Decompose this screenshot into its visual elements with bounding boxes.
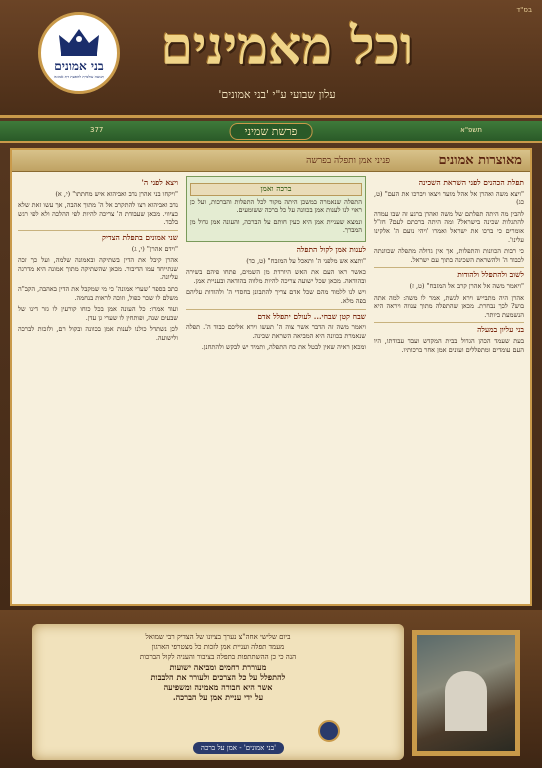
column-right xyxy=(374,176,524,604)
crown-icon xyxy=(57,27,101,57)
article-paragraph: בעת שעמד הכהן הגדול בבית המקדש ועבד עבודתו, היו העם עומדים ומתפללים ועונים אמן אחר ברכותיו. xyxy=(374,336,524,354)
scroll-line: ביום שלישי אחה"צ נערך בציונו של הצדיק רבי שמואל xyxy=(145,633,291,641)
highlight-box xyxy=(186,176,366,242)
divider xyxy=(374,267,524,268)
column-left xyxy=(18,176,178,604)
photo-frame xyxy=(412,630,520,756)
section-header xyxy=(12,150,530,172)
scroll-emphasis: מעוררת רחמים ומביאה ישועות xyxy=(169,662,267,672)
article-paragraph: אהרן קיבל את הדין בשתיקה ובאמונה שלמה, ועל כך זכה שנתייחד עמו הדיבור. מכאן שהשתיקה מתוך אמונה היא מדרגה עליונה. xyxy=(18,256,178,282)
section-subtitle: פניני אמן ותפלה בפרשה xyxy=(306,156,390,166)
article-paragraph: ועוד אמרו: כל העונה אמן בכל כוחו קורעין לו גזר דינו של שבעים שנה, ופותחין לו שערי גן עדן. xyxy=(18,305,178,322)
article-paragraph: התפלה שנאמרה במשכן היתה מקור לכל התפלות והברכות, ועל כן ראוי לנו לענות אמן בכוונה על כל ברכה ששומעים. xyxy=(190,197,362,215)
article-paragraph: "ויקחו בני אהרן נדב ואביהוא איש מחתתו" (י, א) xyxy=(55,189,178,198)
article-title: בני עליון במעלה xyxy=(477,325,524,335)
seal-icon xyxy=(318,720,340,742)
article-title: שבח קטן שבחי... לעולם יתפלל אדם xyxy=(257,311,366,321)
column-middle xyxy=(186,176,366,604)
article-paragraph: כתב בספר 'שערי אמונה' כי מי שמקבל את הדין באהבה, הקב"ה משלם לו שכר כפול, וזוכה לראות בנחמה. xyxy=(18,284,178,302)
article-paragraph: כי רבות הכוונות והתפלות, אך אין גדולה מתפלה שכוונתה לכבוד ה' ולהשראת השכינה בתוך עם ישראל. xyxy=(374,247,524,264)
article-paragraph: להבין מה היתה תפלתם של משה ואהרן ברגע זה שבו עמדה להתגלות שכינה בישראל? ומה היתה ברכתם לעם? חז"ל אומרים כי ברכו את ישראל ואמרו 'ויהי נועם ה' אלקינו עלינו'. xyxy=(374,209,524,244)
article-paragraph: ויאמר משה זה הדבר אשר צוה ה' תעשו וירא אליכם כבוד ה'. תפלה שנאמרת בכוונה היא המביאה השראת שכינה. xyxy=(186,323,366,340)
corner-mark: בס"ד xyxy=(516,6,532,14)
article-paragraph: אהרן היה מתבייש וירא לגשת, אמר לו משה: למה אתה בוש? לכך נבחרת. מכאן שהתפלה מתוך ענווה ויראה היא הנשמעת ביותר. xyxy=(374,293,524,319)
scroll-line: מעמד תפלה ועניית אמן לזכות כל מצטרפי הארגון xyxy=(151,643,285,651)
section-title: מאוצרות אמונים xyxy=(438,153,522,168)
issue-number: 377 xyxy=(90,126,104,134)
scroll-notice xyxy=(32,624,404,760)
box-title: ברכה ואמן xyxy=(190,183,362,196)
tombstone-shape xyxy=(445,671,487,731)
masthead xyxy=(0,0,542,118)
article-paragraph: "וידם אהרן" (י, ג) xyxy=(131,244,178,253)
article-title: לענות אמן לקול התפלה xyxy=(296,244,366,254)
parasha-name: פרשת שמיני xyxy=(230,123,313,140)
scroll-emphasis: להתפלל על כל הצרכים ולעורר את הלבבות xyxy=(150,672,286,682)
newsletter-title: וכל מאמינים xyxy=(160,16,414,77)
article-title: תפלת הכהנים לפני השראת השכינה xyxy=(418,178,524,187)
logo-subtext: תנועה עולמית להפצת דת אמונה xyxy=(54,74,104,79)
article-paragraph: לכן נשתדל כולנו לענות אמן בכוונה ובקול רם, ולזכות לברכה ולישועה. xyxy=(18,325,178,342)
article-title: לשוב ולהתפלל ולהודות xyxy=(457,270,524,280)
scroll-emphasis: אשר היא חבורה מאמינה ומשפיעה xyxy=(163,682,273,692)
newsletter-subtitle: עלון שבועי ע"י 'בני אמונים' xyxy=(218,88,336,101)
divider xyxy=(18,230,178,231)
article-paragraph: ויש לנו ללמוד מהם שכל אדם צריך להתבונן בחסדי ה' ולהודות עליהם בפה מלא. xyxy=(186,288,366,305)
scroll-line: הנה כי כן ההשתתפות בתפלה בציבור והעניה לקול הברכות xyxy=(139,653,297,661)
divider xyxy=(186,309,366,310)
parasha-bar xyxy=(0,121,542,143)
year-label: תשפ"א xyxy=(460,126,482,134)
divider xyxy=(374,322,524,323)
organization-logo xyxy=(38,12,120,94)
scroll-emphasis: על ידי עניית אמן על הברכה. xyxy=(172,692,264,702)
article-paragraph: "ותצא אש מלפני ה' ותאכל על המזבח" (ט, כד) xyxy=(246,256,366,265)
article-paragraph: ונמצא שעניית אמן היא כעין חותם על הברכה, והעונה אמן גדול מן המברך. xyxy=(190,217,362,235)
article-paragraph: "ויאמר משה אל אהרן קרב אל המזבח" (ט, ז) xyxy=(409,281,524,290)
logo-text: בני אמונים xyxy=(54,59,104,73)
article-paragraph: "ויצא משה ואהרן אל אהל מועד ויצאו ויברכו את העם" (ט, כג) xyxy=(374,189,524,207)
gravesite-photo xyxy=(417,635,515,751)
content-panel xyxy=(10,148,532,606)
article-paragraph: כאשר ראו העם את האש היורדת מן השמים, פתחו פיהם בשירה ובהודאה. מכאן שכל ישועה צריכה להיות מלווה בהודאה ובעניית אמן. xyxy=(186,268,366,285)
article-title: שני אמונים בתפלת הצדיק xyxy=(102,232,178,242)
footer-band xyxy=(0,610,542,768)
scroll-tagline: 'בני אמונים' - אמן על ברכה xyxy=(193,742,284,754)
article-paragraph: נדב ואביהוא רצו להתקרב אל ה' מתוך אהבה, אך עשו זאת שלא כציווי. מכאן שעבודת ה' צריכה להיות לפי ההלכה ולא לפי רגש בלבד. xyxy=(18,201,178,227)
article-title: ויצא לפני ה' xyxy=(141,178,178,187)
article-paragraph: ומכאן ראיה שאין לבטל את כח התפלה, ותמיד יש לבקש ולהתחנן. xyxy=(201,343,366,352)
